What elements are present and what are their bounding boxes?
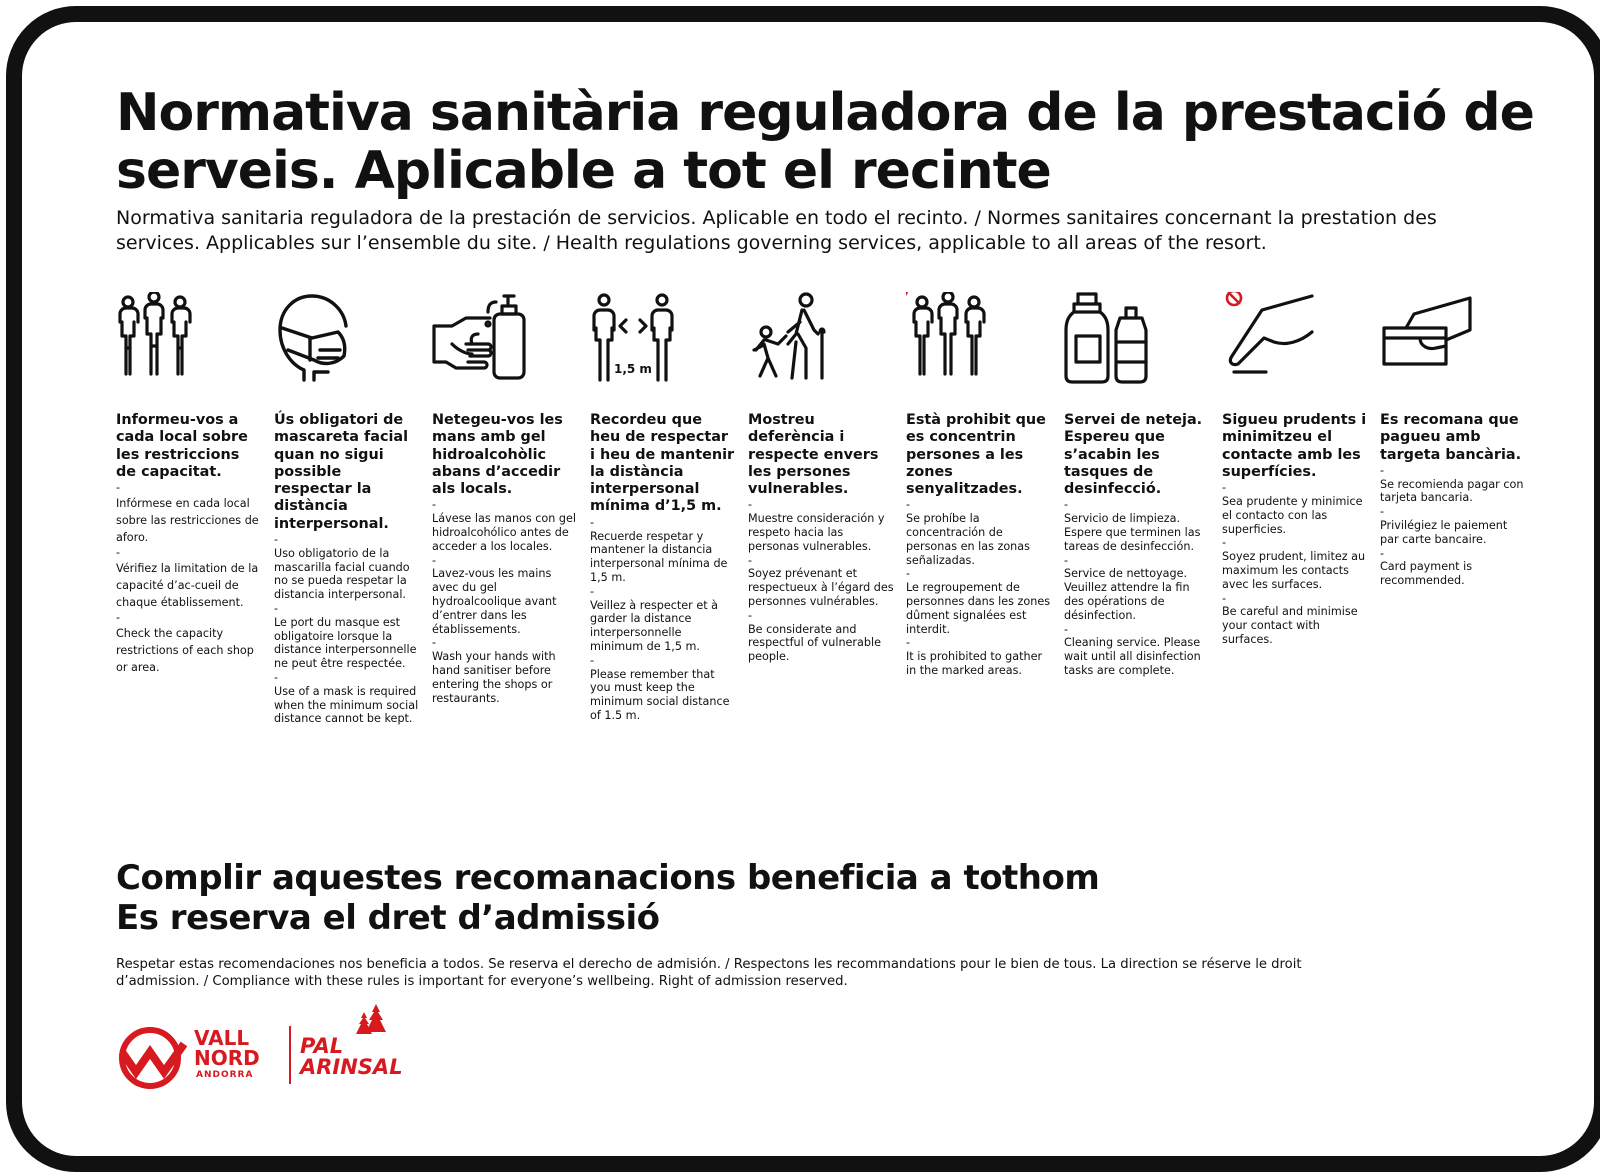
separator: - [906, 636, 911, 650]
separator: - [590, 584, 595, 598]
separator: - [1064, 553, 1069, 567]
logo-divider [289, 1026, 291, 1084]
separator: - [274, 602, 279, 616]
footer-title-line2: Es reserva el dret d’admissió [116, 898, 660, 938]
separator: - [1380, 546, 1385, 560]
social-distance-icon [590, 292, 686, 388]
palarinsal-line2: ARINSAL [300, 1055, 403, 1079]
rule-cleaning-en: Cleaning service. Please wait until all disinfection tasks are complete. [1064, 636, 1201, 678]
palarinsal-line1: PAL [300, 1034, 344, 1058]
rule-card-payment-en: Card payment is recommended. [1380, 560, 1473, 588]
rule-no-gathering [906, 292, 1052, 678]
footer-title [116, 858, 1416, 938]
rule-vulnerable [748, 292, 894, 664]
rule-no-touch-fr: Soyez prudent, limitez au maximum les contacts avec les surfaces. [1222, 550, 1366, 591]
vallnord-line2: NORD [194, 1046, 260, 1070]
separator: - [116, 481, 121, 495]
footer-subtitle: Respetar estas recomendaciones nos beneficia a todos. Se reserva el derecho de admisión. / Respectons les recommandations pour le bien de tous. La direction se réserve le droit d’admission. / Compliance with these rules is important for everyone’s wellbeing. Right of admission reserved. [116, 957, 1302, 989]
page-title: Normativa sanitària reguladora de la prestació de serveis. Aplicable a tot el recinte [116, 83, 1534, 201]
separator: - [1222, 536, 1227, 550]
separator: - [590, 653, 595, 667]
rule-cleaning-fr: Service de nettoyage. Veuillez attendre la fin des opérations de désinfection. [1064, 567, 1190, 622]
rule-capacity-ca: Informeu-vos a cada local sobre les restriccions de capacitat. [116, 412, 248, 480]
rule-mask-es: Uso obligatorio de la mascarilla facial cuando no se pueda respetar la distancia interpersonal. [274, 546, 410, 602]
rule-mask-ca: Ús obligatori de mascareta facial quan no sigui possible respectar la distància interpersonal. [274, 412, 409, 532]
rule-distance-fr: Veillez à respecter et à garder la distance interpersonnelle minimum de 1,5 m. [590, 598, 719, 653]
rule-no-touch [1222, 292, 1368, 647]
separator: - [590, 515, 595, 529]
separator: - [1380, 505, 1385, 519]
cleaning-products-icon [1064, 292, 1160, 388]
separator: - [116, 610, 121, 624]
palarinsal-wordmark [300, 1036, 403, 1078]
rule-card-payment-fr: Privilégiez le paiement par carte bancaire. [1380, 519, 1508, 546]
rule-sanitizer-en: Wash your hands with hand sanitiser before entering the shops or restaurants. [432, 650, 556, 705]
card-payment-icon [1380, 292, 1476, 388]
rule-distance-en: Please remember that you must keep the minimum social distance of 1.5 m. [590, 667, 730, 722]
rule-no-gathering-en: It is prohibited to gather in the marked areas. [906, 650, 1043, 678]
rule-distance-es: Recuerde respetar y mantener la distancia interpersonal mínima de 1,5 m. [590, 529, 728, 584]
separator: - [274, 533, 279, 547]
rule-cleaning [1064, 292, 1210, 678]
separator: - [748, 608, 753, 622]
rule-vulnerable-en: Be considerate and respectful of vulnerable people. [748, 622, 881, 664]
separator: - [432, 498, 437, 512]
rule-card-payment-ca: Es recomana que pagueu amb targeta bancària. [1380, 412, 1522, 463]
rule-distance [590, 292, 736, 723]
rule-cleaning-ca: Servei de neteja. Espereu que s’acabin les tasques de desinfecció. [1064, 412, 1203, 498]
rule-vulnerable-fr: Soyez prévenant et respectueux à l’égard des personnes vulnérables. [748, 567, 894, 609]
separator: - [116, 545, 121, 559]
rule-vulnerable-es: Muestre consideración y respeto hacia las personas vulnerables. [748, 512, 885, 553]
brand-logos [116, 1022, 416, 1090]
rule-card-payment-es: Se recomienda pagar con tarjeta bancaria. [1380, 477, 1524, 505]
separator: - [748, 553, 753, 567]
rule-mask-en: Use of a mask is required when the minimum social distance cannot be kept. [274, 684, 419, 726]
rule-capacity-en: Check the capacity restrictions of each shop or area. [116, 626, 254, 674]
face-mask-icon [274, 292, 370, 388]
separator: - [432, 636, 437, 650]
pine-trees-icon [356, 1004, 396, 1034]
separator: - [1380, 463, 1385, 477]
rule-sanitizer-fr: Lavez-vous les mains avec du gel hydroalcoolique avant d’entrer dans les établissements. [432, 567, 557, 636]
rule-capacity [116, 292, 262, 676]
distance-label: 1,5 m [614, 362, 652, 376]
page-subtitle: Normativa sanitaria reguladora de la prestación de servicios. Aplicable en todo el recinto. / Normes sanitaires concernant la prestation des services. Applicables sur l’ensemble du site. / Health regulations governing services, applicable to all areas of the resort. [116, 207, 1437, 254]
hand-sanitizer-icon [432, 292, 528, 388]
people-group-icon [116, 292, 212, 388]
rule-sanitizer-ca: Netegeu-vos les mans amb gel hidroalcohòlic abans d’accedir als locals. [432, 412, 563, 498]
rule-mask [274, 292, 420, 726]
rule-distance-ca: Recordeu que heu de respectar i heu de mantenir la distància interpersonal mínima d’1,5 m. [590, 412, 735, 515]
separator: - [1064, 498, 1069, 512]
no-gathering-icon [906, 292, 1002, 388]
vallnord-wordmark [194, 1028, 260, 1068]
elderly-child-icon [748, 292, 844, 388]
vallnord-line1: VALL [194, 1026, 250, 1050]
rule-card-payment [1380, 292, 1526, 588]
rule-capacity-fr: Vérifiez la limitation de la capacité d’ac-cueil de chaque établissement. [116, 561, 259, 609]
separator: - [748, 498, 753, 512]
separator: - [906, 567, 911, 581]
separator: - [1222, 591, 1227, 605]
rule-no-touch-es: Sea prudente y minimice el contacto con las superficies. [1222, 494, 1363, 536]
separator: - [1064, 622, 1069, 636]
rule-sanitizer-es: Lávese las manos con gel hidroalcohólico antes de acceder a los locales. [432, 512, 577, 553]
no-touch-icon [1222, 292, 1318, 388]
rule-capacity-es: Infórmese en cada local sobre las restricciones de aforo. [116, 496, 259, 544]
separator: - [274, 671, 279, 685]
vallnord-andorra: ANDORRA [196, 1070, 254, 1080]
rule-vulnerable-ca: Mostreu deferència i respecte envers les persones vulnerables. [748, 412, 879, 498]
rule-mask-fr: Le port du masque est obligatoire lorsque la distance interpersonnelle ne peut être respectée. [274, 615, 417, 671]
vallnord-logo-icon [116, 1022, 188, 1090]
rule-no-gathering-fr: Le regroupement de personnes dans les zones dûment signalées est interdit. [906, 581, 1051, 636]
rule-no-touch-en: Be careful and minimise your contact with surfaces. [1222, 605, 1358, 646]
rule-cleaning-es: Servicio de limpieza. Espere que terminen las tareas de desinfección. [1064, 512, 1201, 553]
separator: - [906, 498, 911, 512]
footer-title-line1: Complir aquestes recomanacions beneficia a tothom [116, 858, 1100, 898]
rule-no-gathering-es: Se prohíbe la concentración de personas en las zonas señalizadas. [906, 512, 1030, 567]
rule-no-touch-ca: Sigueu prudents i minimitzeu el contacte amb les superfícies. [1222, 412, 1367, 480]
rule-no-gathering-ca: Està prohibit que es concentrin persones a les zones senyalitzades. [906, 412, 1046, 498]
rule-sanitizer [432, 292, 578, 705]
separator: - [1222, 481, 1227, 495]
separator: - [432, 553, 437, 567]
